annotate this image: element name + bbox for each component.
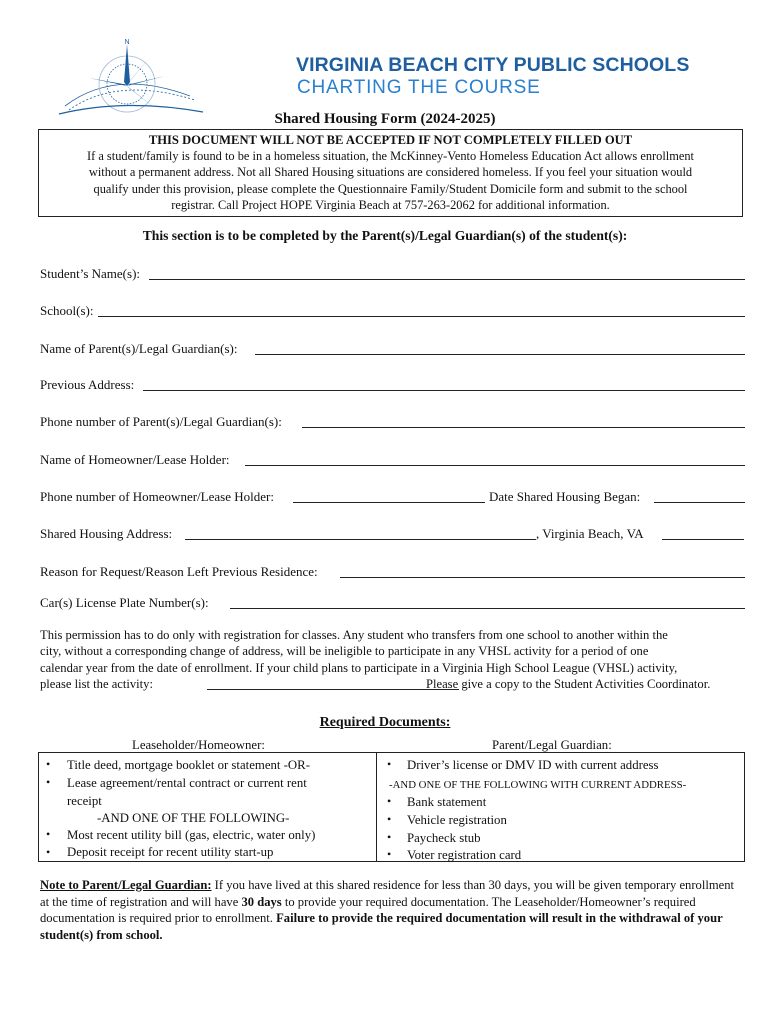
notice-line: without a permanent address. Not all Shared Housing situations are considered homeless. If you feel your situation would [88, 165, 693, 180]
homeowner-name-label: Name of Homeowner/Lease Holder: [40, 452, 230, 467]
list-item: Driver’s license or DMV ID with current address [407, 758, 659, 772]
notice-box [38, 129, 743, 217]
bullet-icon: • [46, 757, 51, 771]
license-plate-label: Car(s) License Plate Number(s): [40, 595, 209, 610]
list-item: -AND ONE OF THE FOLLOWING WITH CURRENT ADDRESS- [389, 779, 687, 791]
section-heading: This section is to be completed by the Parent(s)/Legal Guardian(s) of the student(s): [142, 228, 628, 243]
note-text: If you have lived at this shared residence for less than 30 days, you will be given temporary enrollment at the time of registration and will have [40, 878, 735, 909]
homeowner-name-field[interactable] [245, 465, 745, 466]
bullet-icon: • [387, 830, 392, 844]
bullet-icon: • [46, 845, 51, 859]
svg-text:N: N [124, 39, 130, 46]
org-name: VIRGINIA BEACH CITY PUBLIC SCHOOLS [296, 54, 690, 76]
homeowner-phone-label: Phone number of Homeowner/Lease Holder: [40, 489, 274, 504]
column-divider [376, 753, 377, 861]
school-label: School(s): [40, 303, 94, 318]
permission-line: Please give a copy to the Student Activities Coordinator. [426, 677, 711, 692]
notice-heading: THIS DOCUMENT WILL NOT BE ACCEPTED IF NOT COMPLETELY FILLED OUT [148, 133, 633, 147]
list-item: Vehicle registration [407, 813, 507, 827]
permission-line: please list the activity: [40, 677, 153, 692]
list-item: receipt [67, 794, 102, 808]
tagline: CHARTING THE COURSE [297, 77, 541, 98]
guardian-phone-field[interactable] [302, 427, 745, 428]
previous-address-label: Previous Address: [40, 377, 135, 392]
activity-field[interactable] [207, 689, 459, 690]
shared-address-field[interactable] [185, 539, 536, 540]
list-item: Lease agreement/rental contract or current rent [67, 776, 307, 790]
homeowner-phone-field[interactable] [293, 502, 485, 503]
permission-line: calendar year from the date of enrollment. If your child plans to participate in a Virginia High School League (VHSL) activity, [40, 660, 678, 675]
note-label: Note to Parent/Legal Guardian: [40, 878, 212, 892]
school-field[interactable] [98, 316, 745, 317]
required-docs-heading: Required Documents: [319, 715, 451, 730]
note-text: to provide your required documentation. The Leaseholder/Homeowner’s required documentation is required prior to enrollment. [40, 894, 696, 926]
list-item: Deposit receipt for recent utility start-up [67, 845, 274, 859]
reason-field[interactable] [340, 577, 745, 578]
form-title: Shared Housing Form (2024-2025) [274, 111, 496, 127]
guardian-phone-label: Phone number of Parent(s)/Legal Guardian(s): [40, 414, 282, 429]
list-item: Voter registration card [407, 848, 522, 862]
shared-address-label: Shared Housing Address: [40, 526, 173, 541]
list-item: Bank statement [407, 795, 487, 809]
permission-paragraph [40, 627, 746, 693]
permission-line: This permission has to do only with registration for classes. Any student who transfers from one school to another within the [40, 628, 668, 642]
reason-label: Reason for Request/Reason Left Previous Residence: [40, 564, 318, 579]
students-name-field[interactable] [149, 279, 745, 280]
guardian-name-field[interactable] [255, 354, 745, 355]
bullet-icon: • [387, 757, 392, 771]
note-warning: Failure to provide the required documentation will result in the withdrawal of your student(s) from school. [40, 911, 723, 942]
notice-line: registrar. Call Project HOPE Virginia Beach at 757-263-2062 for additional information. [171, 197, 610, 212]
list-item: Most recent utility bill (gas, electric, water only) [67, 828, 316, 842]
bullet-icon: • [387, 847, 392, 861]
bullet-icon: • [387, 794, 392, 808]
city-state-label: , Virginia Beach, VA [536, 526, 644, 541]
guardian-note [40, 877, 746, 943]
bullet-icon: • [387, 812, 392, 826]
notice-line: qualify under this provision, please complete the Questionnaire Family/Student Domicile form and submit to the school [93, 181, 688, 196]
notice-line: If a student/family is found to be in a homeless situation, the McKinney-Vento Homeless Education Act allows enrollment [86, 149, 695, 164]
date-began-label: Date Shared Housing Began: [489, 489, 641, 504]
list-item: -AND ONE OF THE FOLLOWING- [97, 811, 290, 825]
list-item: Paycheck stub [407, 831, 481, 845]
list-item: Title deed, mortgage booklet or statement -OR- [67, 758, 310, 772]
license-plate-field[interactable] [230, 608, 745, 609]
students-name-label: Student’s Name(s): [40, 266, 141, 281]
note-days: 30 days [241, 894, 282, 909]
guardian-heading: Parent/Legal Guardian: [492, 738, 612, 752]
guardian-name-label: Name of Parent(s)/Legal Guardian(s): [40, 341, 238, 356]
leaseholder-heading: Leaseholder/Homeowner: [132, 738, 265, 752]
compass-rose-icon [55, 38, 205, 118]
bullet-icon: • [46, 827, 51, 841]
zip-field[interactable] [662, 539, 744, 540]
date-began-field[interactable] [654, 502, 745, 503]
previous-address-field[interactable] [143, 390, 745, 391]
bullet-icon: • [46, 775, 51, 789]
permission-line: city, without a corresponding change of address, will be ineligible to participate in any VHSL activity for a period of one [40, 644, 649, 659]
required-docs-table [38, 752, 745, 862]
